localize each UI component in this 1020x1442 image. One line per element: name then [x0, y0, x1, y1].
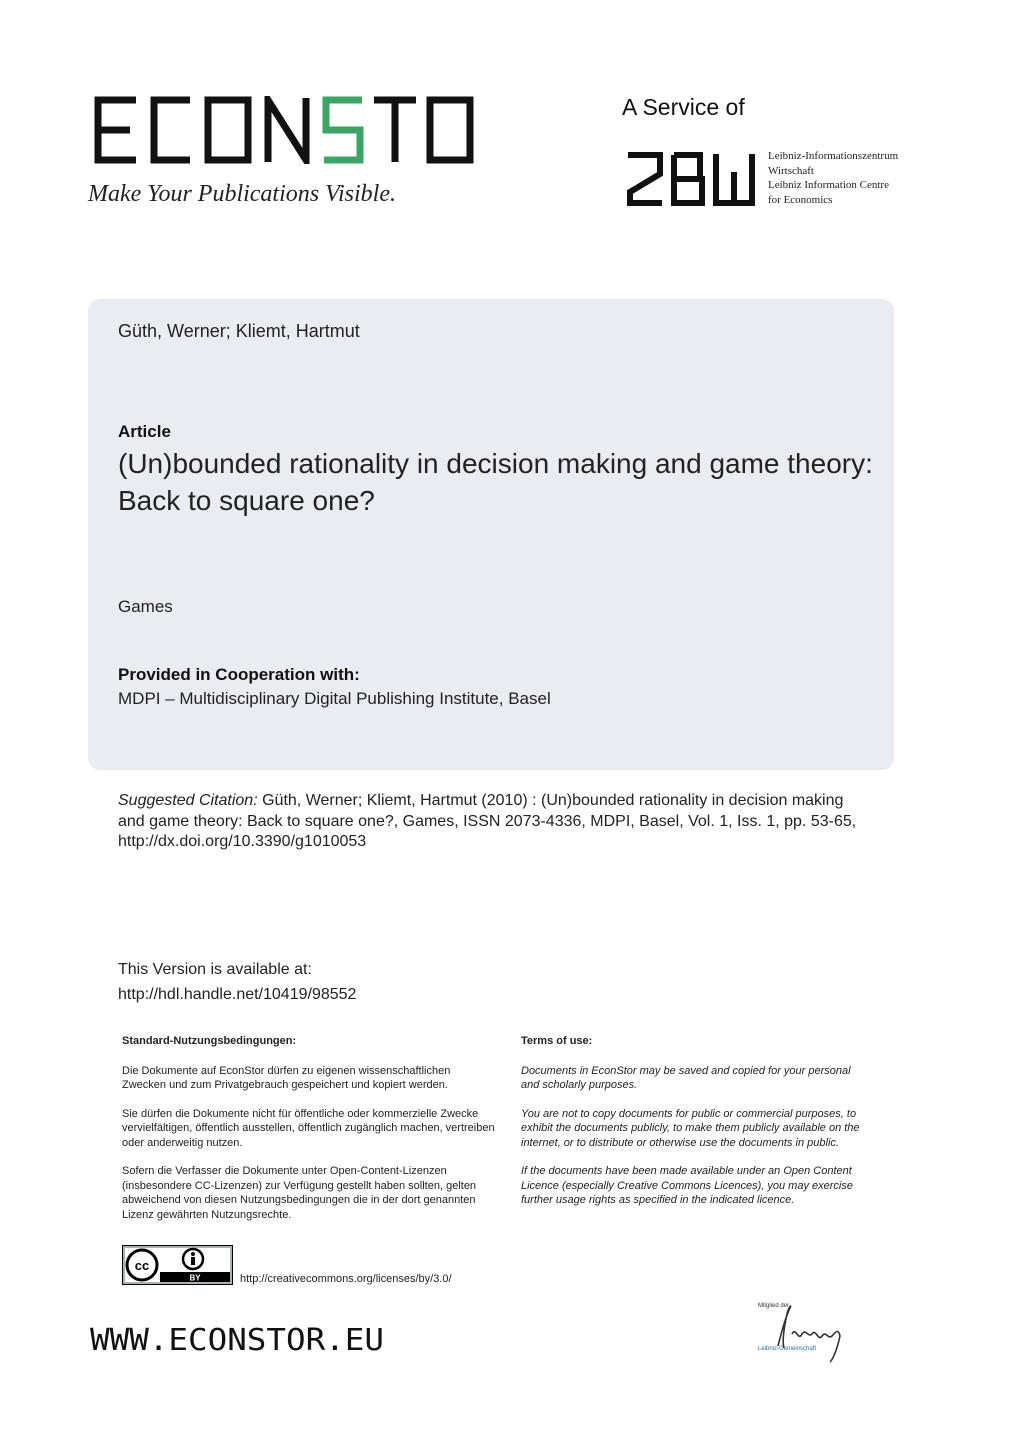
citation-doi-link[interactable]: http://dx.doi.org/10.3390/g1010053	[118, 833, 367, 850]
version-handle-link[interactable]: http://hdl.handle.net/10419/98552	[118, 986, 357, 1003]
zbw-line: for Economics	[768, 193, 833, 206]
svg-text:cc: cc	[134, 1258, 150, 1273]
terms-english	[521, 1034, 866, 1222]
license-link[interactable]: http://creativecommons.org/licenses/by/3.0/	[240, 1273, 452, 1285]
journal-name: Games	[118, 597, 173, 616]
version-label: This Version is available at:	[118, 961, 312, 978]
terms-english-heading: Terms of use:	[521, 1035, 593, 1047]
citation-label: Suggested Citation:	[118, 792, 258, 809]
terms-english-paragraph: If the documents have been made available under an Open Content Licence (especially Creative Commons Licences), you may exercise further usage rights as specified in the indicated licence.	[521, 1165, 853, 1206]
econstor-logo	[92, 96, 484, 164]
terms-german-paragraph: Sie dürfen die Dokumente nicht für öffentliche oder kommerzielle Zwecke vervielfältigen, öffentlich ausstellen, öffentlich zugänglich machen, vertreiben oder anderweitig nutzen.	[122, 1107, 495, 1149]
zbw-line: Leibniz-Informationszentrum	[768, 150, 899, 162]
terms-german	[122, 1034, 497, 1236]
zbw-logo	[626, 152, 756, 206]
leibniz-gemeinschaft-logo	[756, 1298, 856, 1368]
zbw-line: Leibniz Information Centre	[768, 179, 889, 191]
leibniz-member-label: Mitglied der	[758, 1303, 790, 1309]
terms-english-paragraph: You are not to copy documents for public or commercial purposes, to exhibit the documents publicly, to make them publicly available on the internet, or to distribute or otherwise use the documents in public.	[521, 1107, 860, 1149]
service-of-label: A Service of	[622, 94, 745, 120]
document-title: (Un)bounded rationality in decision making and game theory: Back to square one?	[118, 448, 873, 516]
footer-url-text: WWW.ECONSTOR.EU	[90, 1323, 384, 1356]
terms-german-paragraph: Sofern die Verfasser die Dokumente unter Open-Content-Lizenzen (insbesondere CC-Lizenzen) zur Verfügung gestellt haben sollten, gelten abweichend von diesen Nutzungsbedingungen die in der dort genannten Lizenz gewährten Nutzungsrechte.	[122, 1165, 477, 1221]
document-type: Article	[118, 422, 171, 441]
citation-text: Güth, Werner; Kliemt, Hartmut (2010) : (Un)bounded rationality in decision making and game theory: Back to square one?, Games, ISSN 2073-4336, MDPI, Basel, Vol. 1, Iss. 1, pp. 53-65,	[118, 792, 857, 830]
cc-by-license-badge[interactable]	[122, 1245, 233, 1285]
cooperation-institution: MDPI – Multidisciplinary Digital Publishing Institute, Basel	[118, 689, 551, 708]
terms-german-paragraph: Die Dokumente auf EconStor dürfen zu eigenen wissenschaftlichen Zwecken und zum Privatgebrauch gespeichert und kopiert werden.	[122, 1064, 451, 1091]
terms-german-heading: Standard-Nutzungsbedingungen:	[122, 1035, 297, 1047]
cooperation-label: Provided in Cooperation with:	[118, 665, 360, 684]
authors: Güth, Werner; Kliemt, Hartmut	[118, 321, 360, 341]
tagline: Make Your Publications Visible.	[88, 181, 396, 207]
leibniz-community-label: Leibniz-Gemeinschaft	[758, 1346, 817, 1352]
suggested-citation	[118, 791, 858, 853]
econstor-website-link[interactable]	[90, 1320, 386, 1356]
terms-english-paragraph: Documents in EconStor may be saved and copied for your personal and scholarly purposes.	[521, 1064, 851, 1091]
cc-by-label: BY	[189, 1273, 201, 1283]
zbw-line: Wirtschaft	[768, 164, 814, 177]
zbw-institution-name	[768, 149, 898, 207]
